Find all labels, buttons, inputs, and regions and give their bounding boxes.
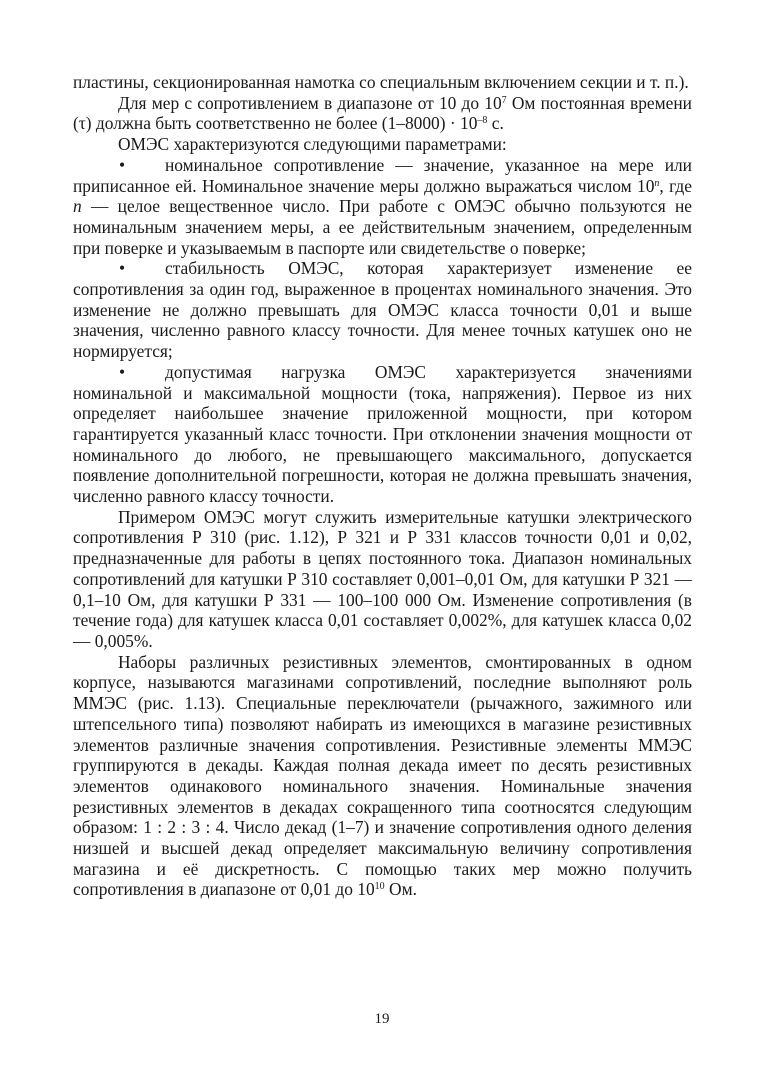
italic-variable: n xyxy=(73,196,82,217)
text-run: с. xyxy=(487,113,504,134)
bullet-icon: • xyxy=(119,258,126,279)
text-run: , где xyxy=(659,175,692,196)
text-run: стабильность ОМЭС, которая характеризует изменение ее сопротивления за один год, выраженное в процентах номинального значения. Это изменение не должно превышать для ОМЭС класса точности 0,01 и выше значения, численно равного классу точности. Для менее точных катушек оно не нормируется; xyxy=(73,258,692,362)
paragraph-time-constant xyxy=(73,93,692,134)
text-run: Ом постоянная времени (τ) должна быть соответственно не более (1–8000) · 10 xyxy=(73,92,692,134)
paragraph-resistance-boxes xyxy=(73,652,692,900)
text-run: допустимая нагрузка ОМЭС характеризуется значениями номинальной и максимальной мощности (тока, напряжения). Первое из них определяет наибольшее значение приложенной мощности, при котором гарантируется указанный класс точности. При отклонении значения мощности от номинального до любого, не превышающего максимального, допускается появление дополнительной погрешности, которая не должна превышать значения, численно равного классу точности. xyxy=(73,361,692,507)
bullet-icon: • xyxy=(119,154,126,175)
superscript: 7 xyxy=(501,94,507,106)
superscript: –8 xyxy=(477,115,488,127)
bullet-item-stability xyxy=(73,258,692,362)
superscript: 10 xyxy=(374,881,385,893)
paragraph-parameters-intro: ОМЭС характеризуются следующими параметрами: xyxy=(118,134,507,155)
text-run: Наборы различных резистивных элементов, смонтированных в одном корпусе, называются магазинами сопротивлений, последние выполняют роль ММЭС (рис. 1.13). Специальные переключатели (рычажного, зажимного или штепсельного типа) позволяют набирать из имеющихся в магазине резистивных элементов различные значения сопротивления. Резистивные элементы ММЭС группируются в декады. Каждая полная декада имеет по десять резистивных элементов одинакового номинального значения. Номинальные значения резистивных элементов в декадах сокращенного типа соотносятся следующим образом: 1 : 2 : 3 : 4. Число декад (1–7) и значение сопротивления одного деления низшей и высшей декад определяет максимальную величину сопротивления магазина и её дискретность. С помощью таких мер можно получить сопротивления в диапазоне от 0,01 до 10 xyxy=(73,651,692,900)
bullet-item-permissible-load xyxy=(73,362,692,507)
paragraph-coil-examples: Примером ОМЭС могут служить измерительные катушки электрического сопротивления Р 310 (рис. 1.12), Р 321 и Р 331 классов точности 0,01 и 0,02, предназначенные для работы в цепях постоянного тока. Диапазон номинальных сопротивлений для катушки Р 310 составляет 0,001–0,01 Ом, для катушки Р 321 — 0,1–10 Ом, для катушки Р 331 — 100–100 000 Ом. Изменение сопротивления (в течение года) для катушек класса 0,01 составляет 0,002%, для катушек класса 0,02 — 0,005%. xyxy=(73,506,692,651)
bullet-icon: • xyxy=(119,361,126,382)
text-run: Для мер с сопротивлением в диапазоне от 10 до 10 xyxy=(118,92,502,113)
text-run: — целое вещественное число. При работе с ОМЭС обычно пользуются не номинальным значением меры, а ее действительным значением, определенным при поверке и указываемым в паспорте или свидетельстве о поверке; xyxy=(73,196,692,258)
text-run: Ом. xyxy=(384,879,417,900)
page-number: 19 xyxy=(374,1011,390,1027)
text-run: номинальное сопротивление — значение, указанное на мере или приписанное ей. Номинальное значение меры должно выражаться числом 10 xyxy=(73,154,692,196)
paragraph-continuation: пластины, секционированная намотка со специальным включением секции и т. п.). xyxy=(73,72,689,92)
body-text xyxy=(73,72,692,900)
bullet-item-nominal-resistance xyxy=(73,155,692,259)
superscript: n xyxy=(654,177,660,189)
